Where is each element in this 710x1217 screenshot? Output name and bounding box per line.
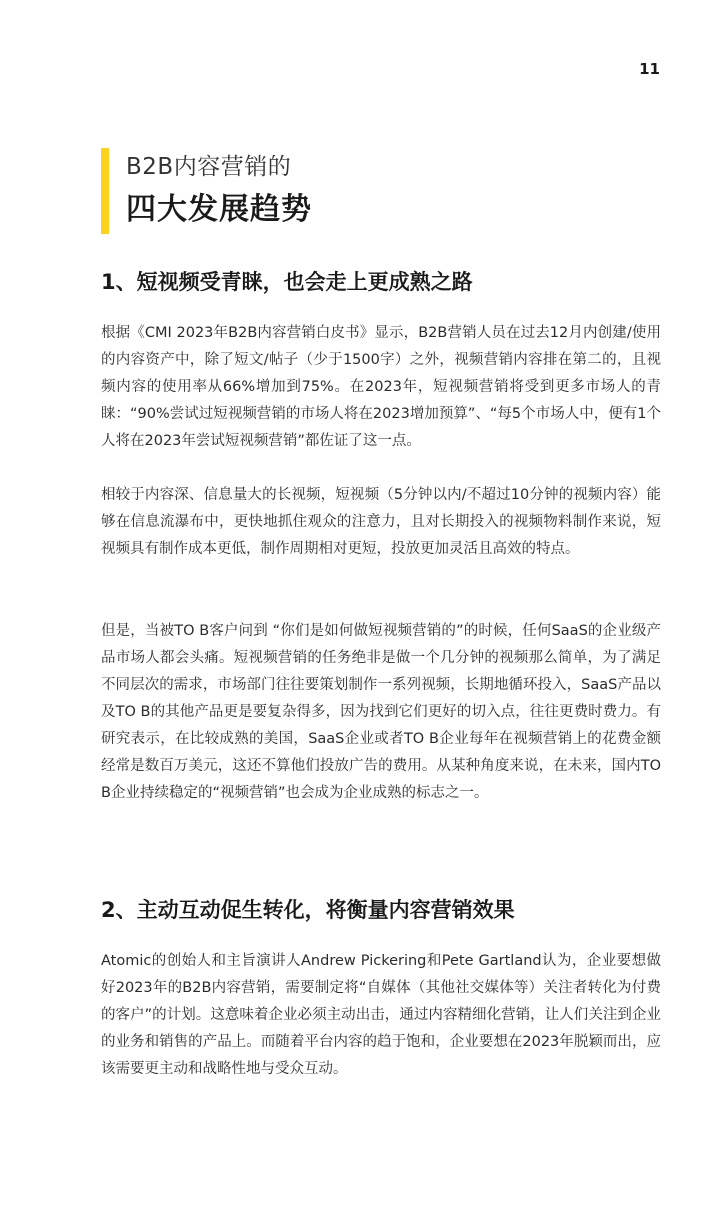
accent-bar	[101, 148, 109, 234]
section-2-paragraph-1: Atomic的创始人和主旨演讲人Andrew Pickering和Pete Gartland认为，企业要想做好2023年的B2B内容营销，需要制定将“自媒体（其他社交媒体等）关注者转化为付费的客户”的计划。这意味着企业必须主动出击，通过内容精细化营销，让人们关注到企业的业务和销售的产品上。而随着平台内容的趋于饱和，企业要想在2023年脱颖而出，应该需要更主动和战略性地与受众互动。	[101, 953, 661, 1077]
section-2-title: 2、主动互动促生转化，将衡量内容营销效果	[101, 898, 515, 922]
section-1-paragraph-2: 相较于内容深、信息量大的长视频，短视频（5分钟以内/不超过10分钟的视频内容）能够在信息流瀑布中，更快地抓住观众的注意力，且对长期投入的视频物料制作来说，短视频具有制作成本更低，制作周期相对更短，投放更加灵活且高效的特点。	[101, 487, 661, 557]
section-1-paragraph-3: 但是，当被TO B客户问到 “你们是如何做短视频营销的”的时候，任何SaaS的企业级产品市场人都会头痛。短视频营销的任务绝非是做一个几分钟的视频那么简单，为了满足不同层次的需求，市场部门往往要策划制作一系列视频，长期地循环投入，SaaS产品以及TO B的其他产品更是要复杂得多，因为找到它们更好的切入点，往往更费时费力。有研究表示，在比较成熟的美国，SaaS企业或者TO B企业每年在视频营销上的花费金额经常是数百万美元，这还不算他们投放广告的费用。从某种角度来说，在未来，国内TO B企业持续稳定的“视频营销”也会成为企业成熟的标志之一。	[101, 623, 661, 801]
chapter-title: 四大发展趋势	[126, 192, 312, 227]
chapter-header	[101, 148, 641, 234]
page-number: 11	[639, 60, 660, 78]
chapter-subtitle: B2B内容营销的	[126, 154, 292, 180]
section-1-paragraph-1: 根据《CMI 2023年B2B内容营销白皮书》显示，B2B营销人员在过去12月内创建/使用的内容资产中，除了短文/帖子（少于1500字）之外，视频营销内容排在第二的，且视频内容的使用率从66%增加到75%。在2023年，短视频营销将受到更多市场人的青睐：“90%尝试过短视频营销的市场人将在2023增加预算”、“每5个市场人中，便有1个人将在2023年尝试短视频营销”都佐证了这一点。	[101, 325, 661, 449]
section-1-title: 1、短视频受青睐，也会走上更成熟之路	[101, 270, 473, 294]
